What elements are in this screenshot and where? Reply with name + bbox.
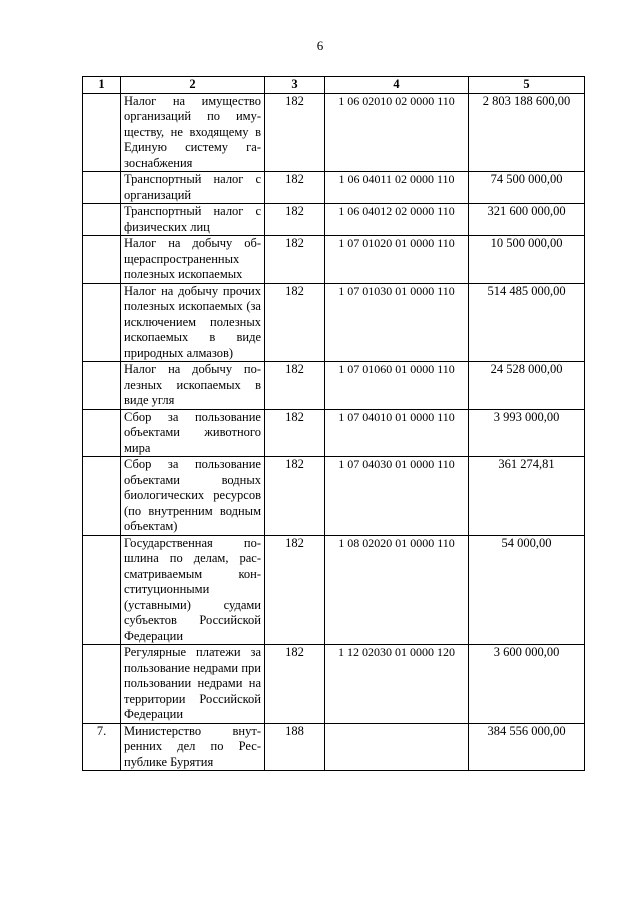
revenue-name: Налог на добычу прочих полезных ископаемых (за исключением полезных ископаемых в виде природных алмазов) bbox=[121, 283, 265, 362]
admin-code: 182 bbox=[265, 283, 325, 362]
admin-code: 182 bbox=[265, 645, 325, 724]
budget-classification-code: 1 06 04012 02 0000 110 bbox=[325, 204, 469, 236]
budget-classification-code: 1 06 02010 02 0000 110 bbox=[325, 93, 469, 172]
table-row bbox=[83, 723, 585, 771]
table-row bbox=[83, 535, 585, 645]
row-number bbox=[83, 93, 121, 172]
budget-classification-code: 1 12 02030 01 0000 120 bbox=[325, 645, 469, 724]
row-number bbox=[83, 236, 121, 284]
row-number bbox=[83, 457, 121, 536]
header-col-3: 3 bbox=[265, 77, 325, 94]
revenue-name: Налог на добычу полезных ископаемых в виде угля bbox=[121, 362, 265, 410]
revenue-name: Налог на добычу общераспространенных полезных ископаемых bbox=[121, 236, 265, 284]
budget-classification-code: 1 06 04011 02 0000 110 bbox=[325, 172, 469, 204]
amount: 24 528 000,00 bbox=[469, 362, 585, 410]
admin-code: 182 bbox=[265, 409, 325, 457]
table-row bbox=[83, 236, 585, 284]
page-number: 6 bbox=[316, 38, 324, 53]
header-col-4: 4 bbox=[325, 77, 469, 94]
amount: 321 600 000,00 bbox=[469, 204, 585, 236]
amount: 10 500 000,00 bbox=[469, 236, 585, 284]
row-number bbox=[83, 172, 121, 204]
amount: 384 556 000,00 bbox=[469, 723, 585, 771]
revenue-name: Налог на имущество организаций по имуществу, не входящему в Единую систему газоснабжения bbox=[121, 93, 265, 172]
table-row bbox=[83, 204, 585, 236]
revenue-name: Транспортный налог с организаций bbox=[121, 172, 265, 204]
header-col-2: 2 bbox=[121, 77, 265, 94]
row-number bbox=[83, 409, 121, 457]
budget-classification-code: 1 07 01020 01 0000 110 bbox=[325, 236, 469, 284]
table-row bbox=[83, 409, 585, 457]
admin-code: 182 bbox=[265, 204, 325, 236]
amount: 54 000,00 bbox=[469, 535, 585, 645]
table-row bbox=[83, 362, 585, 410]
revenue-name: Транспортный налог с физических лиц bbox=[121, 204, 265, 236]
revenue-table bbox=[82, 76, 585, 771]
revenue-name: Министерство внутренних дел по Республике Бурятия bbox=[121, 723, 265, 771]
revenue-name: Сбор за пользование объектами животного мира bbox=[121, 409, 265, 457]
revenue-name: Государственная пошлина по делам, рассматриваемым конституционными (уставными) судами субъектов Российской Федерации bbox=[121, 535, 265, 645]
table-row bbox=[83, 457, 585, 536]
amount: 2 803 188 600,00 bbox=[469, 93, 585, 172]
budget-classification-code: 1 07 04010 01 0000 110 bbox=[325, 409, 469, 457]
revenue-name: Сбор за пользование объектами водных биологических ресурсов (по внутренним водным объектам) bbox=[121, 457, 265, 536]
table-row bbox=[83, 93, 585, 172]
row-number bbox=[83, 645, 121, 724]
admin-code: 182 bbox=[265, 457, 325, 536]
revenue-name: Регулярные платежи за пользование недрами при пользовании недрами на территории Российской Федерации bbox=[121, 645, 265, 724]
amount: 3 993 000,00 bbox=[469, 409, 585, 457]
table-row bbox=[83, 283, 585, 362]
admin-code: 188 bbox=[265, 723, 325, 771]
admin-code: 182 bbox=[265, 236, 325, 284]
admin-code: 182 bbox=[265, 362, 325, 410]
table-row bbox=[83, 645, 585, 724]
budget-classification-code: 1 07 04030 01 0000 110 bbox=[325, 457, 469, 536]
row-number bbox=[83, 362, 121, 410]
admin-code: 182 bbox=[265, 93, 325, 172]
budget-classification-code: 1 07 01060 01 0000 110 bbox=[325, 362, 469, 410]
budget-classification-code: 1 07 01030 01 0000 110 bbox=[325, 283, 469, 362]
amount: 3 600 000,00 bbox=[469, 645, 585, 724]
budget-classification-code bbox=[325, 723, 469, 771]
header-row bbox=[83, 77, 585, 94]
admin-code: 182 bbox=[265, 535, 325, 645]
header-col-1: 1 bbox=[83, 77, 121, 94]
amount: 74 500 000,00 bbox=[469, 172, 585, 204]
header-col-5: 5 bbox=[469, 77, 585, 94]
admin-code: 182 bbox=[265, 172, 325, 204]
amount: 514 485 000,00 bbox=[469, 283, 585, 362]
row-number bbox=[83, 535, 121, 645]
budget-classification-code: 1 08 02020 01 0000 110 bbox=[325, 535, 469, 645]
row-number bbox=[83, 283, 121, 362]
row-number bbox=[83, 204, 121, 236]
amount: 361 274,81 bbox=[469, 457, 585, 536]
row-number: 7. bbox=[83, 723, 121, 771]
table-row bbox=[83, 172, 585, 204]
